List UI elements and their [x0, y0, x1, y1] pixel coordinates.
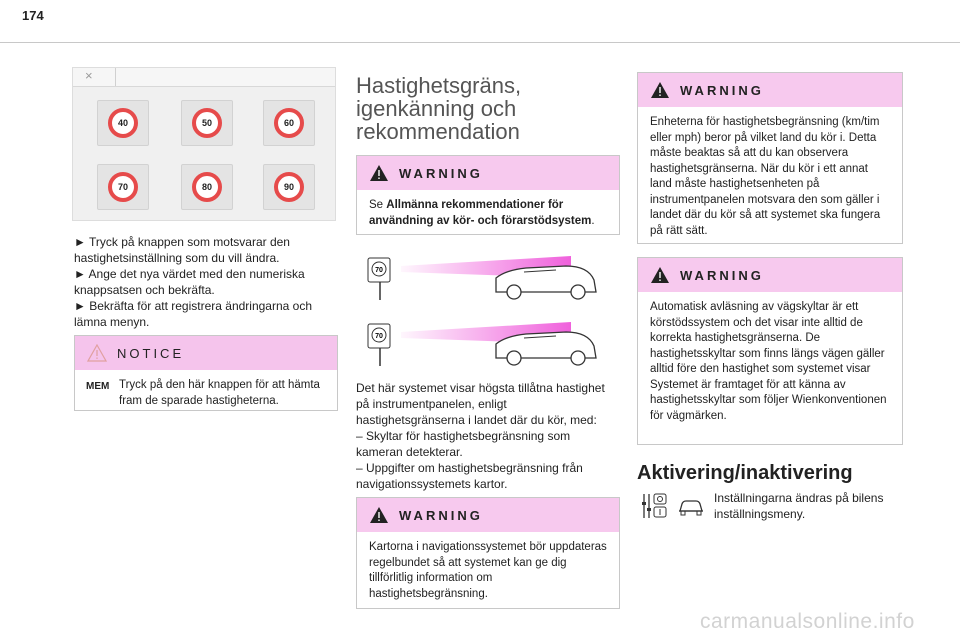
- notice-triangle-icon: [87, 344, 107, 362]
- instruction-list: [74, 234, 336, 330]
- notice-box: [74, 335, 338, 411]
- activation-heading: Aktivering/inaktivering: [637, 462, 853, 484]
- screen-topbar: [73, 68, 335, 87]
- notice-label: NOTICE: [117, 345, 185, 361]
- mem-button-icon: MEM: [86, 381, 110, 392]
- warning-triangle-icon: [369, 506, 389, 524]
- warning-text: Kartorna i navigationssystemet bör uppdateras regelbundet så att systemet kan ge dig tillförlitlig information om hastighetsbegränsning.: [369, 541, 607, 600]
- warning-header: [638, 258, 902, 292]
- warning-text-reference: Allmänna rekommendationer för användning av kör- och förarstödsystem: [369, 199, 592, 227]
- speed-tile-1[interactable]: [97, 100, 149, 146]
- settings-icon: [640, 492, 670, 520]
- speed-sign-value: 70: [375, 333, 383, 340]
- warning-triangle-icon: [369, 164, 389, 182]
- warning-text-prefix: Se: [369, 199, 387, 211]
- speed-tile-2[interactable]: [181, 100, 233, 146]
- close-icon[interactable]: ×: [85, 68, 93, 83]
- notice-text: Tryck på den här knappen för att hämta fram de sparade hastigheterna.: [119, 379, 320, 407]
- topbar-divider: [115, 68, 116, 86]
- description-item: – Uppgifter om hastighetsbegränsning från navigationssystemets kartor.: [356, 461, 583, 491]
- warning-text: [357, 190, 619, 237]
- warning-text: Enheterna för hastighetsbegränsning (km/tim eller mph) beror på vilket land du kör i. Detta måste beaktas så att du kan observera hastighetsgränserna. När du kör i ett annat land måste hastighetsenheten på instrumentpanelen motsvara den som gäller i landet där du kör så att systemet ska fungera på rätt sätt.: [650, 116, 881, 237]
- notice-header: [75, 336, 337, 370]
- warning-text-suffix: .: [591, 214, 595, 227]
- car-settings-icon: [677, 495, 705, 519]
- section-heading: Hastighetsgräns, igenkänning och rekommendation: [356, 73, 522, 144]
- speed-memory-screen: [72, 67, 336, 221]
- sign-detection-illustration-1: [356, 250, 618, 302]
- description-paragraph: Det här systemet visar högsta tillåtna hastighet på instrumentpanelen, enligt hastighetsgränserna i landet där du kör, med:: [356, 381, 605, 427]
- page-number: 174: [22, 8, 44, 23]
- instruction-step: ► Bekräfta för att registrera ändringarna och lämna menyn.: [74, 299, 312, 329]
- warning-box-2: [356, 497, 620, 609]
- speed-sign: 80: [192, 172, 222, 202]
- speed-sign: 60: [274, 108, 304, 138]
- speed-tile-5[interactable]: [181, 164, 233, 210]
- speed-sign: 40: [108, 108, 138, 138]
- sign-detection-illustration-2: [356, 314, 618, 368]
- watermark: carmanualsonline.info: [700, 610, 915, 633]
- speed-sign-value: 70: [375, 267, 383, 274]
- warning-label: WARNING: [399, 165, 483, 181]
- warning-box-4: [637, 257, 903, 445]
- header-rule: [0, 42, 960, 43]
- speed-tile-4[interactable]: [97, 164, 149, 210]
- warning-label: WARNING: [680, 267, 764, 283]
- warning-triangle-icon: [650, 266, 670, 284]
- speed-sign: 50: [192, 108, 222, 138]
- speed-tile-3[interactable]: [263, 100, 315, 146]
- activation-text: Inställningarna ändras på bilens inställningsmeny.: [714, 491, 884, 521]
- speed-sign: 90: [274, 172, 304, 202]
- warning-triangle-icon: [650, 81, 670, 99]
- warning-box-1: [356, 155, 620, 235]
- instruction-step: ► Tryck på knappen som motsvarar den hastighetsinställning som du vill ändra.: [74, 235, 290, 265]
- warning-header: [638, 73, 902, 107]
- warning-header: [357, 156, 619, 190]
- instruction-step: ► Ange det nya värdet med den numeriska knappsatsen och bekräfta.: [74, 267, 305, 297]
- speed-sign: 70: [108, 172, 138, 202]
- warning-header: [357, 498, 619, 532]
- warning-box-3: [637, 72, 903, 244]
- warning-label: WARNING: [680, 82, 764, 98]
- warning-label: WARNING: [399, 507, 483, 523]
- system-description: [356, 380, 618, 492]
- speed-tile-6[interactable]: [263, 164, 315, 210]
- description-item: – Skyltar för hastighetsbegränsning som kameran detekterar.: [356, 429, 571, 459]
- warning-text: Automatisk avläsning av vägskyltar är ett körstödssystem och det visar inte alltid de korrekta hastighetsgränserna. De hastighetsskyltar som finns längs vägen gäller alltid före den hastighet som systemet visar Systemet är framtaget för att känna av hastighetsskyltar som följer Wienkonventionen för vägmärken.: [650, 301, 887, 422]
